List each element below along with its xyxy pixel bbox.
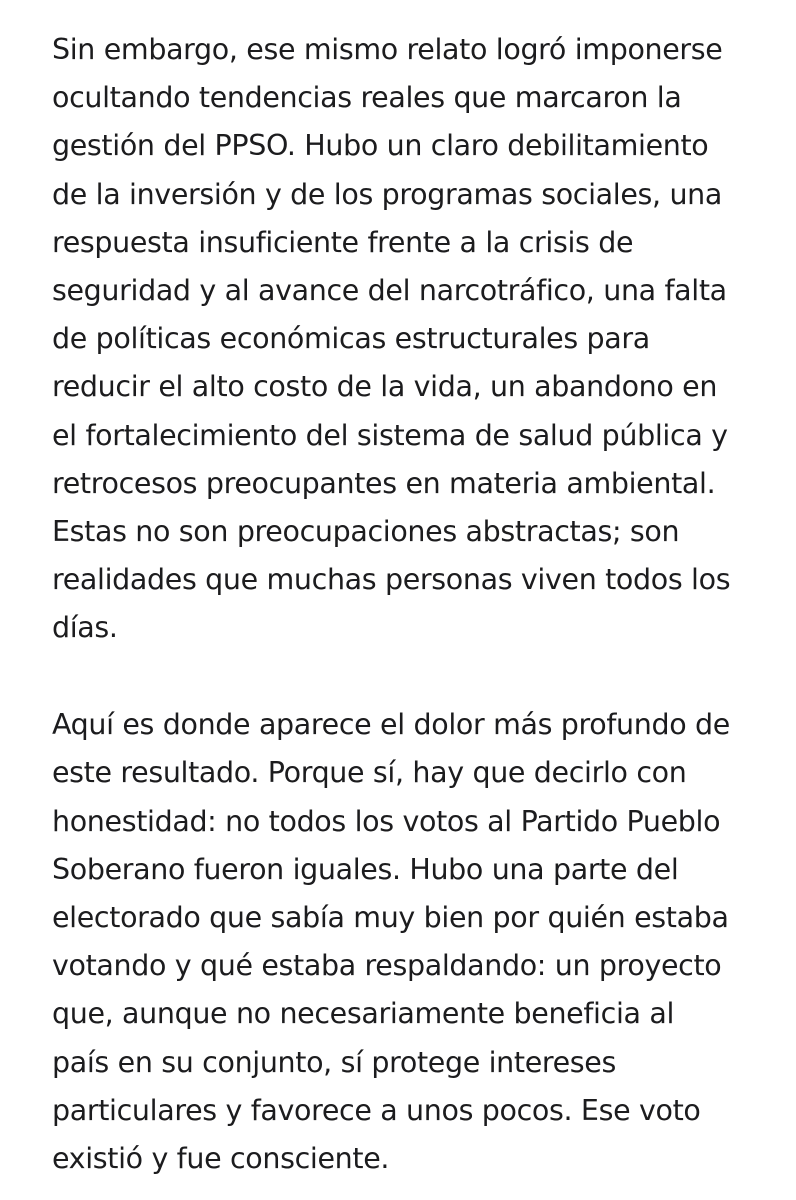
text-line: particulares y favorece a unos pocos. Ese voto	[52, 1093, 701, 1127]
text-line: retrocesos preocupantes en materia ambiental.	[52, 466, 716, 500]
text-line: votando y qué estaba respaldando: un proyecto	[52, 949, 722, 983]
paragraph-2	[52, 701, 752, 1183]
text-line: el fortalecimiento del sistema de salud pública y	[52, 418, 728, 452]
text-line: Soberano fueron iguales. Hubo una parte del	[52, 852, 679, 886]
text-line: Sin embargo, ese mismo relato logró imponerse	[52, 33, 723, 66]
text-line: reducir el alto costo de la vida, un abandono en	[52, 370, 718, 404]
text-line: de políticas económicas estructurales para	[52, 322, 650, 356]
text-line: que, aunque no necesariamente beneficia al	[52, 997, 675, 1031]
text-line: realidades que muchas personas viven todos los	[52, 563, 731, 597]
text-line: este resultado. Porque sí, hay que decirlo con	[52, 756, 687, 790]
text-line: existió y fue consciente.	[52, 1142, 390, 1176]
text-line: electorado que sabía muy bien por quién estaba	[52, 901, 729, 935]
text-line: de la inversión y de los programas sociales, una	[52, 177, 722, 211]
text-line: país en su conjunto, sí protege intereses	[52, 1045, 616, 1079]
paragraph-1	[52, 26, 752, 653]
text-line: Estas no son preocupaciones abstractas; son	[52, 515, 680, 549]
text-line: honestidad: no todos los votos al Partido Pueblo	[52, 804, 721, 838]
text-line: respuesta insuficiente frente a la crisis de	[52, 225, 634, 259]
text-line: seguridad y al avance del narcotráfico, una falta	[52, 274, 727, 308]
text-line: días.	[52, 611, 118, 645]
text-line: ocultando tendencias reales que marcaron la	[52, 81, 682, 115]
text-line: gestión del PPSO. Hubo un claro debilitamiento	[52, 129, 709, 163]
article-body	[52, 26, 752, 1183]
text-line: Aquí es donde aparece el dolor más profundo de	[52, 708, 730, 742]
